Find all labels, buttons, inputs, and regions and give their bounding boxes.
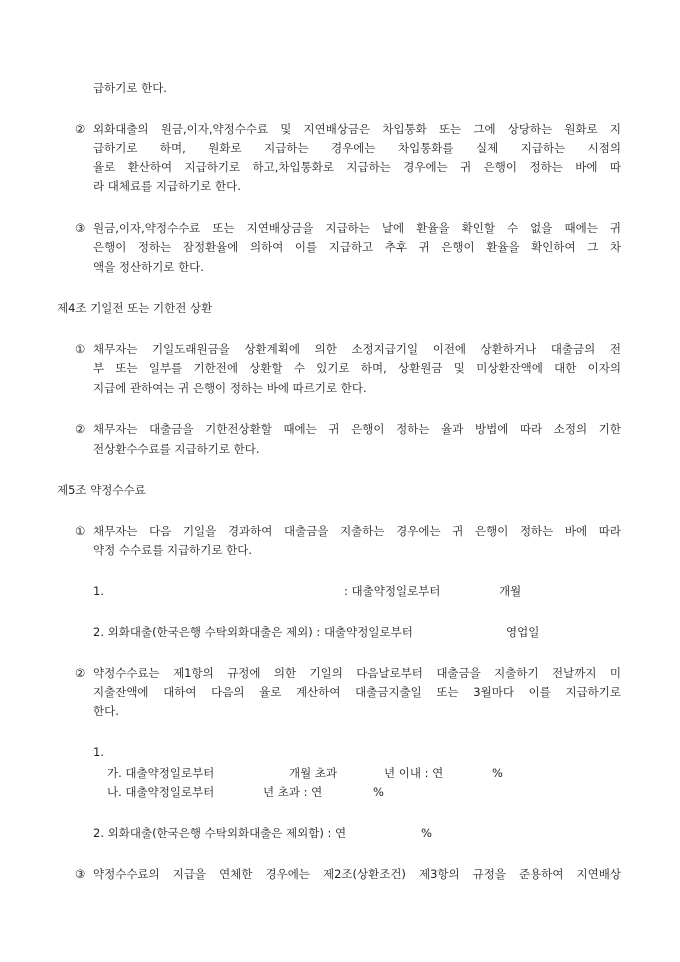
paragraph-line: 채무자는 기일도래원금을 상환계획에 의한 소정지급기일 이전에 상환하거나 대출금의 전 — [93, 342, 621, 356]
paragraph-line: 약정 수수료를 지급하기로 한다. — [93, 543, 253, 557]
paragraph-line: 율로 환산하여 지급하기로 하고,차입통화로 지급하는 경우에는 귀 은행이 정하는 바에 따 — [93, 160, 621, 174]
paragraph-number: ① — [75, 342, 86, 356]
list-item-text: 2. 외화대출(한국은행 수탁외화대출은 제외) : 대출약정일로부터 — [93, 625, 413, 639]
rate-item-percent: % — [373, 785, 384, 799]
paragraph-line: 급하기로 한다. — [93, 81, 167, 95]
paragraph-number: ③ — [75, 867, 86, 881]
paragraph-line: 전상환수수료를 지급하기로 한다. — [93, 442, 260, 456]
paragraph-line: 한다. — [93, 704, 119, 718]
paragraph-line: 외화대출의 원금,이자,약정수수료 및 지연배상금은 차입통화 또는 그에 상당하는 원화로 지 — [93, 122, 621, 136]
rate-item-text: 년 초과 : 연 — [263, 785, 323, 799]
rate-item-text: 2. 외화대출(한국은행 수탁외화대출은 제외함) : 연 — [93, 826, 347, 840]
paragraph-line: 원금,이자,약정수수료 또는 지연배상금을 지급하는 날에 환율을 확인할 수 없을 때에는 귀 — [93, 221, 621, 235]
paragraph-number: ② — [75, 422, 86, 436]
rate-item-label: 나. 대출약정일로부터 — [107, 785, 215, 799]
article-heading: 제5조 약정수수료 — [57, 483, 146, 497]
paragraph-line: 채무자는 대출금을 기한전상환할 때에는 귀 은행이 정하는 율과 방법에 따라 소정의 기한 — [93, 422, 621, 436]
list-item-unit: 영업일 — [506, 625, 540, 639]
list-item-text: : 대출약정일로부터 — [344, 584, 441, 598]
paragraph-line: 부 또는 일부를 기한전에 상환할 수 있기로 하며, 상환원금 및 미상환잔액에 대한 이자의 — [93, 361, 621, 375]
rate-item-text: 개월 초과 — [289, 766, 338, 780]
paragraph-line: 지출잔액에 대하여 다음의 율로 계산하여 대출금지출일 또는 3월마다 이를 지급하기로 — [93, 685, 621, 699]
paragraph-line: 급하기로 하며, 원화로 지급하는 경우에는 차입통화를 실제 지급하는 시점의 — [93, 141, 621, 155]
paragraph-line: 채무자는 다음 기일을 경과하여 대출금을 지출하는 경우에는 귀 은행이 정하는 바에 따라 — [93, 524, 621, 538]
list-item-number: 1. — [93, 584, 104, 598]
rate-item-percent: % — [492, 766, 503, 780]
paragraph-number: ① — [75, 524, 86, 538]
article-heading: 제4조 기일전 또는 기한전 상환 — [57, 301, 213, 315]
paragraph-line: 약정수수료는 제1항의 규정에 의한 기일의 다음날로부터 대출금을 지출하기 전날까지 미 — [93, 666, 621, 680]
paragraph-line: 은행이 정하는 잠정환율에 의하여 이를 지급하고 추후 귀 은행이 환율을 확인하여 그 차 — [93, 240, 621, 254]
paragraph-line: 지급에 관하여는 귀 은행이 정하는 바에 따르기로 한다. — [93, 381, 367, 395]
paragraph-number: ② — [75, 666, 86, 680]
paragraph-line: 약정수수료의 지급을 연체한 경우에는 제2조(상환조건) 제3항의 규정을 준용하여 지연배상 — [93, 867, 621, 881]
paragraph-line: 액을 정산하기로 한다. — [93, 260, 204, 274]
paragraph-number: ③ — [75, 221, 86, 235]
list-item-unit: 개월 — [499, 584, 522, 598]
list-item-number: 1. — [93, 745, 104, 759]
rate-item-text: 년 이내 : 연 — [384, 766, 444, 780]
paragraph-line: 라 대체료를 지급하기로 한다. — [93, 179, 241, 193]
rate-item-percent: % — [421, 826, 432, 840]
paragraph-number: ② — [75, 122, 86, 136]
rate-item-label: 가. 대출약정일로부터 — [107, 766, 215, 780]
